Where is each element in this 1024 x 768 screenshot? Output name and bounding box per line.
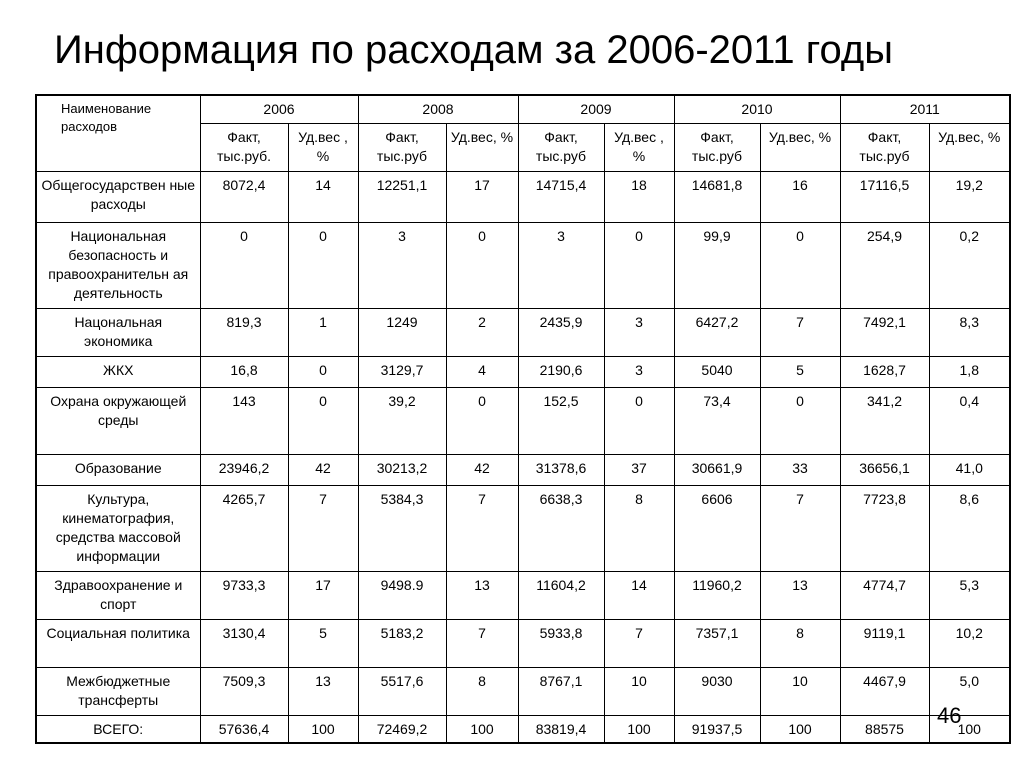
cell: 819,3 — [200, 308, 288, 356]
cell: 13 — [760, 571, 840, 619]
cell: 6606 — [674, 485, 760, 571]
cell: 0 — [446, 387, 518, 454]
cell: 0 — [288, 387, 358, 454]
cell: 8 — [446, 667, 518, 715]
cell: 3 — [518, 222, 604, 308]
row-name: Образование — [36, 454, 200, 485]
fact-header-2008: Факт, тыс.руб — [358, 123, 446, 171]
cell: 100 — [929, 715, 1010, 743]
cell: 16 — [760, 171, 840, 222]
cell: 3130,4 — [200, 619, 288, 667]
table-row — [36, 571, 1010, 619]
cell: 0,4 — [929, 387, 1010, 454]
cell: 9498.9 — [358, 571, 446, 619]
cell: 17 — [288, 571, 358, 619]
row-name: Нацональная экономика — [36, 308, 200, 356]
cell: 254,9 — [840, 222, 929, 308]
table-row — [36, 222, 1010, 308]
cell: 16,8 — [200, 356, 288, 387]
cell: 2 — [446, 308, 518, 356]
cell: 8,6 — [929, 485, 1010, 571]
cell: 17116,5 — [840, 171, 929, 222]
cell: 11960,2 — [674, 571, 760, 619]
cell: 42 — [288, 454, 358, 485]
cell: 13 — [288, 667, 358, 715]
cell: 7 — [760, 485, 840, 571]
cell: 2190,6 — [518, 356, 604, 387]
cell: 19,2 — [929, 171, 1010, 222]
cell: 57636,4 — [200, 715, 288, 743]
table-row — [36, 485, 1010, 571]
cell: 14 — [604, 571, 674, 619]
cell: 5933,8 — [518, 619, 604, 667]
cell: 100 — [446, 715, 518, 743]
cell: 1249 — [358, 308, 446, 356]
cell: 143 — [200, 387, 288, 454]
cell: 7 — [288, 485, 358, 571]
cell: 14681,8 — [674, 171, 760, 222]
cell: 10 — [760, 667, 840, 715]
cell: 341,2 — [840, 387, 929, 454]
cell: 41,0 — [929, 454, 1010, 485]
cell: 8767,1 — [518, 667, 604, 715]
fact-header-2006: Факт, тыс.руб. — [200, 123, 288, 171]
total-row — [36, 715, 1010, 743]
row-name: Здравоохранение и спорт — [36, 571, 200, 619]
cell: 0 — [200, 222, 288, 308]
share-header-2006: Уд.вес , % — [288, 123, 358, 171]
year-header-2008: 2008 — [358, 95, 518, 123]
cell: 7 — [446, 485, 518, 571]
cell: 5 — [288, 619, 358, 667]
row-name: Охрана окружающей среды — [36, 387, 200, 454]
cell: 100 — [288, 715, 358, 743]
cell: 1,8 — [929, 356, 1010, 387]
cell: 5 — [760, 356, 840, 387]
cell: 5040 — [674, 356, 760, 387]
table-row — [36, 356, 1010, 387]
cell: 5517,6 — [358, 667, 446, 715]
cell: 7 — [760, 308, 840, 356]
row-name: Межбюджетные трансферты — [36, 667, 200, 715]
cell: 91937,5 — [674, 715, 760, 743]
cell: 0,2 — [929, 222, 1010, 308]
cell: 8072,4 — [200, 171, 288, 222]
cell: 88575 — [840, 715, 929, 743]
cell: 4467,9 — [840, 667, 929, 715]
cell: 99,9 — [674, 222, 760, 308]
cell: 8 — [760, 619, 840, 667]
cell: 100 — [760, 715, 840, 743]
cell: 30213,2 — [358, 454, 446, 485]
row-name: Культура, кинематография, средства массовой информации — [36, 485, 200, 571]
row-name: Социальная политика — [36, 619, 200, 667]
table-row — [36, 454, 1010, 485]
cell: 1628,7 — [840, 356, 929, 387]
share-header-2010: Уд.вес, % — [760, 123, 840, 171]
year-header-2010: 2010 — [674, 95, 840, 123]
cell: 33 — [760, 454, 840, 485]
cell: 0 — [604, 222, 674, 308]
cell: 7357,1 — [674, 619, 760, 667]
cell: 9119,1 — [840, 619, 929, 667]
expenses-table — [35, 94, 1011, 744]
cell: 1 — [288, 308, 358, 356]
cell: 10 — [604, 667, 674, 715]
cell: 3 — [604, 308, 674, 356]
year-header-row — [36, 95, 1010, 123]
year-header-2011: 2011 — [840, 95, 1010, 123]
cell: 0 — [288, 222, 358, 308]
cell: 2435,9 — [518, 308, 604, 356]
cell: 14715,4 — [518, 171, 604, 222]
cell: 17 — [446, 171, 518, 222]
cell: 8 — [604, 485, 674, 571]
slide-title: Информация по расходам за 2006-2011 годы — [54, 28, 893, 72]
row-name: ВСЕГО: — [36, 715, 200, 743]
cell: 5,3 — [929, 571, 1010, 619]
fact-header-2009: Факт, тыс.руб — [518, 123, 604, 171]
page-number: 46 — [937, 703, 962, 728]
cell: 7492,1 — [840, 308, 929, 356]
cell: 5384,3 — [358, 485, 446, 571]
cell: 0 — [760, 387, 840, 454]
cell: 100 — [604, 715, 674, 743]
cell: 30661,9 — [674, 454, 760, 485]
cell: 4265,7 — [200, 485, 288, 571]
cell: 12251,1 — [358, 171, 446, 222]
cell: 0 — [604, 387, 674, 454]
table-row — [36, 171, 1010, 222]
cell: 7723,8 — [840, 485, 929, 571]
cell: 42 — [446, 454, 518, 485]
cell: 7509,3 — [200, 667, 288, 715]
cell: 73,4 — [674, 387, 760, 454]
cell: 6427,2 — [674, 308, 760, 356]
cell: 9030 — [674, 667, 760, 715]
table-row — [36, 387, 1010, 454]
cell: 5,0 — [929, 667, 1010, 715]
cell: 8,3 — [929, 308, 1010, 356]
year-header-2006: 2006 — [200, 95, 358, 123]
cell: 0 — [288, 356, 358, 387]
cell: 7 — [446, 619, 518, 667]
row-name: Общегосударствен ные расходы — [36, 171, 200, 222]
share-header-2011: Уд.вес, % — [929, 123, 1010, 171]
cell: 5183,2 — [358, 619, 446, 667]
cell: 3 — [604, 356, 674, 387]
cell: 6638,3 — [518, 485, 604, 571]
cell: 72469,2 — [358, 715, 446, 743]
year-header-2009: 2009 — [518, 95, 674, 123]
cell: 3 — [358, 222, 446, 308]
table-row — [36, 308, 1010, 356]
cell: 13 — [446, 571, 518, 619]
fact-header-2011: Факт, тыс.руб — [840, 123, 929, 171]
share-header-2009: Уд.вес , % — [604, 123, 674, 171]
cell: 9733,3 — [200, 571, 288, 619]
cell: 3129,7 — [358, 356, 446, 387]
cell: 10,2 — [929, 619, 1010, 667]
cell: 4 — [446, 356, 518, 387]
table-row — [36, 619, 1010, 667]
cell: 4774,7 — [840, 571, 929, 619]
row-name: Национальная безопасность и правоохранительн ая деятельность — [36, 222, 200, 308]
cell: 37 — [604, 454, 674, 485]
cell: 0 — [760, 222, 840, 308]
cell: 11604,2 — [518, 571, 604, 619]
cell: 83819,4 — [518, 715, 604, 743]
name-column-header: Наименование расходов — [36, 95, 200, 171]
cell: 36656,1 — [840, 454, 929, 485]
cell: 0 — [446, 222, 518, 308]
cell: 31378,6 — [518, 454, 604, 485]
cell: 18 — [604, 171, 674, 222]
cell: 23946,2 — [200, 454, 288, 485]
cell: 39,2 — [358, 387, 446, 454]
cell: 152,5 — [518, 387, 604, 454]
cell: 14 — [288, 171, 358, 222]
table-row — [36, 667, 1010, 715]
cell: 7 — [604, 619, 674, 667]
fact-header-2010: Факт, тыс.руб — [674, 123, 760, 171]
row-name: ЖКХ — [36, 356, 200, 387]
share-header-2008: Уд.вес, % — [446, 123, 518, 171]
